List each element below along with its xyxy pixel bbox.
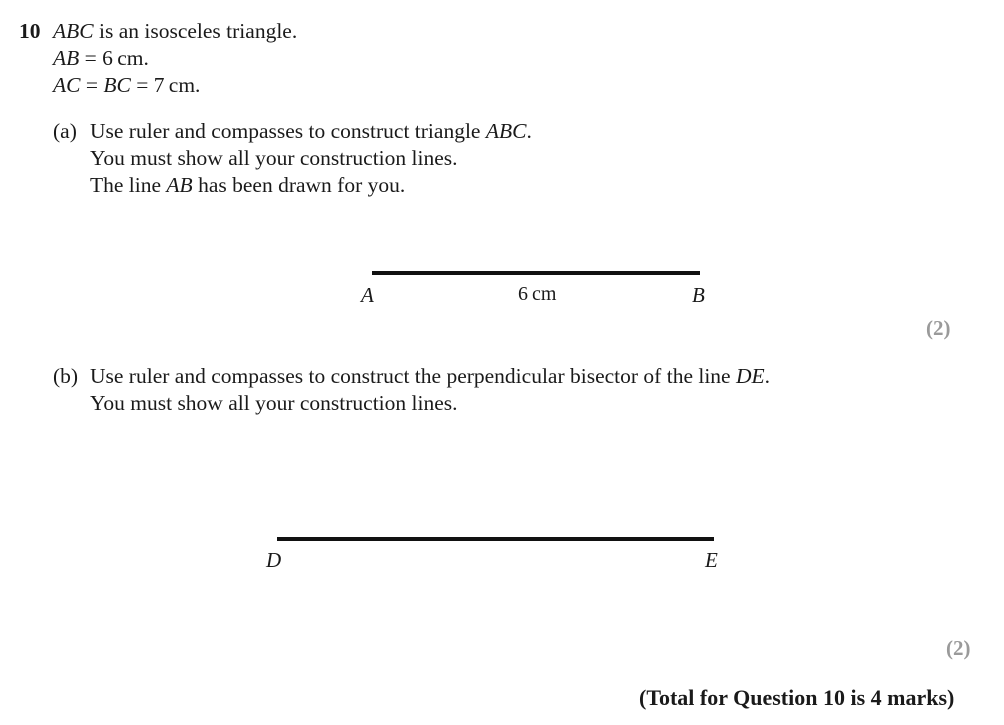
line-ab bbox=[372, 271, 700, 275]
segment-ab-label: AB bbox=[53, 46, 80, 70]
equals-sign: = bbox=[80, 73, 104, 97]
part-a-line-3 bbox=[90, 172, 405, 199]
stem-line-3 bbox=[53, 72, 200, 99]
point-d-label: D bbox=[266, 548, 282, 572]
stem-line-3-text: = 7 cm. bbox=[130, 73, 201, 97]
part-a-line-1-text: Use ruler and compasses to construct triangle bbox=[90, 119, 486, 143]
segment-ac-label: AC bbox=[53, 73, 81, 97]
part-a-line-2: You must show all your construction lines. bbox=[90, 146, 458, 170]
part-a-line-1-end: . bbox=[526, 119, 532, 143]
part-b-line-1-end: . bbox=[764, 364, 771, 388]
part-b-label: (b) bbox=[53, 364, 79, 388]
part-a-segment-label: AB bbox=[166, 173, 193, 197]
point-b-label: B bbox=[692, 283, 705, 307]
ab-measurement-label: 6 cm bbox=[518, 283, 557, 305]
point-a-label: A bbox=[361, 283, 374, 307]
question-total-marks: (Total for Question 10 is 4 marks) bbox=[639, 685, 955, 710]
part-a-line-1 bbox=[90, 118, 532, 145]
stem-line-1-text: is an isosceles triangle. bbox=[93, 19, 298, 43]
stem-line-2-text: = 6 cm. bbox=[79, 46, 149, 70]
part-b-line-1-text: Use ruler and compasses to construct the perpendicular bisector of the line bbox=[90, 364, 736, 388]
part-b-marks: (2) bbox=[946, 636, 971, 660]
part-a-marks: (2) bbox=[926, 316, 951, 340]
part-b-line-2: You must show all your construction lines. bbox=[90, 391, 458, 415]
line-de bbox=[277, 537, 714, 541]
part-b-line-1 bbox=[90, 363, 770, 390]
triangle-name: ABC bbox=[53, 19, 94, 43]
part-a-line-3-end: has been drawn for you. bbox=[192, 173, 406, 197]
question-number: 10 bbox=[19, 19, 41, 43]
point-e-label: E bbox=[705, 548, 718, 572]
part-a-triangle-name: ABC bbox=[485, 119, 527, 143]
part-a-label: (a) bbox=[53, 119, 77, 143]
segment-bc-label: BC bbox=[103, 73, 131, 97]
stem-line-2 bbox=[53, 45, 149, 72]
stem-line-1 bbox=[53, 18, 297, 45]
part-b-segment-label: DE bbox=[735, 364, 765, 388]
part-a-line-3-start: The line bbox=[90, 173, 167, 197]
